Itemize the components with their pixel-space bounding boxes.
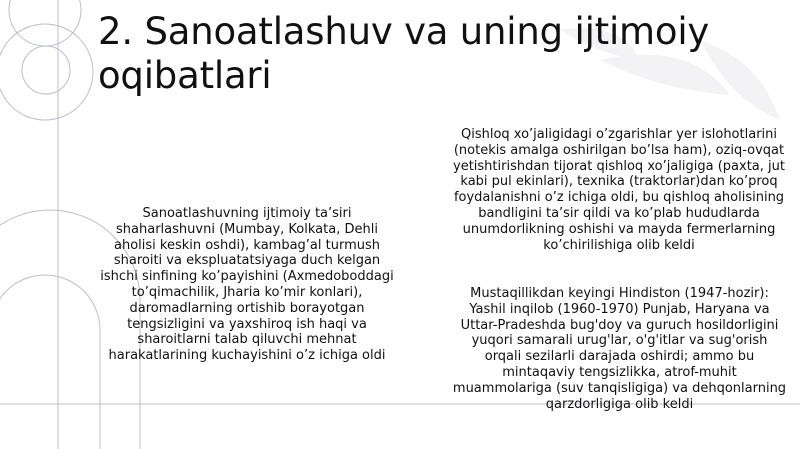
decor-circle-top	[9, 0, 81, 46]
decor-circle-large	[0, 24, 93, 120]
left-paragraph: Sanoatlashuvning ijtimoiy ta’siri shaharlashuvni (Mumbay, Kolkata, Dehli aholisi keskin oshdi), kambag’al turmush sharoiti va ekspluatatsiyaga duch kelgan ishchi sinfining ko’payishini (Axmedoboddagi to’qimachilik, Jharia ko’mir konlari), daromadlarning ortishib borayotgan tengsizligini va yaxshiroq ish haqi va sharoitlarni talab qiluvchi mehnat harakatlarining kuchayishini o’z ichiga oldi	[100, 206, 394, 364]
decor-circle-middle	[22, 46, 70, 94]
decor-arch-small	[0, 275, 100, 449]
slide-title: 2. Sanoatlashuv va uning ijtimoiy oqibatlari	[98, 10, 710, 97]
right-paragraph-independence: Mustaqillikdan keyingi Hindiston (1947-hozir): Yashil inqilob (1960-1970) Punjab, Haryana va Uttar-Pradeshda bug'doy va guruch hosildorligini yuqori samarali urug'lar, o'g'itlar va sug'orish orqali sezilarli darajada oshirdi; ammo bu mintaqaviy tengsizlikka, atrof-muhit muammolariga (suv tanqisligiga) va dehqonlarning qarzdorligiga olib keldi	[452, 286, 787, 412]
right-paragraph-agriculture: Qishloq xo’jaligidagi o’zgarishlar yer islohotlarini (notekis amalga oshirilgan bo’lsa ham), oziq-ovqat yetishtirishdan tijorat qishloq xo’jaligiga (paxta, jut kabi pul ekinlari), texnika (traktorlar)dan ko’proq foydalanishni o’z ichiga oldi, bu qishloq aholisining bandligini ta’sir qildi va ko’plab hududlarda unumdorlikning oshishi va mayda fermerlarning ko’chirilishiga olib keldi	[453, 127, 785, 253]
